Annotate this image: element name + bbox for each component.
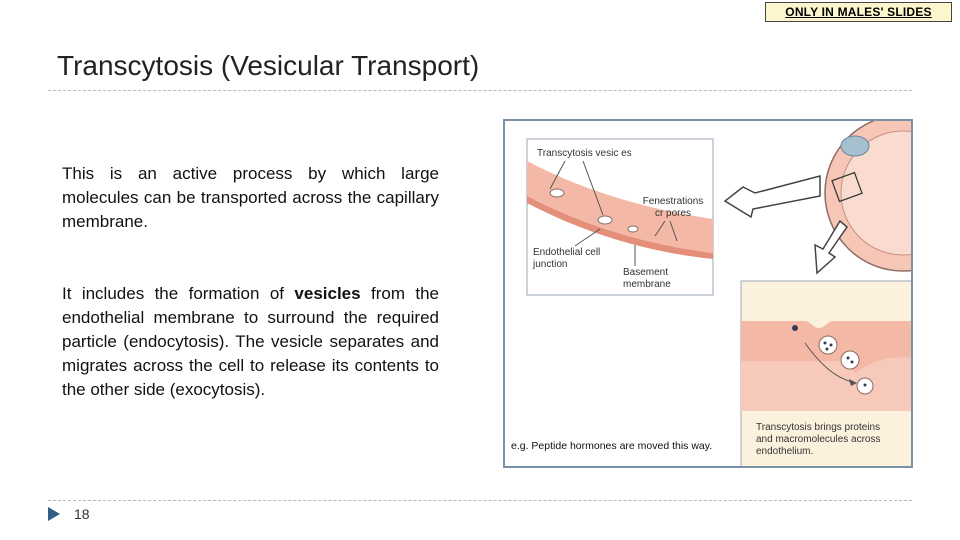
page-title: Transcytosis (Vesicular Transport) xyxy=(57,50,480,81)
zoom-arrow-left xyxy=(725,176,820,217)
title-divider xyxy=(48,90,912,91)
males-slides-badge: ONLY IN MALES' SLIDES xyxy=(765,2,952,22)
figure-caption-line3: endothelium. xyxy=(756,446,814,457)
transcytosis-illustration xyxy=(505,121,913,468)
footer-bullet-icon xyxy=(48,507,60,521)
paragraph-mechanism xyxy=(62,282,439,402)
page-number: 18 xyxy=(74,506,90,522)
paragraph-mechanism-end: from the endothelial membrane to surround the required particle (endocytosis). The vesicle separates and migrates across the cell to release its contents to the other side (exocytosis). xyxy=(62,284,439,399)
lumen-cell xyxy=(841,136,869,156)
label-endothelial-junction xyxy=(533,247,600,271)
label-fenestrations-line1: Fenestrations xyxy=(642,196,704,207)
example-caption: e.g. Peptide hormones are moved this way. xyxy=(511,440,713,452)
vesicle-2 xyxy=(598,216,612,224)
vesicle-a xyxy=(819,336,837,354)
zoom-arrow-down xyxy=(815,221,847,273)
footer-divider xyxy=(48,500,912,501)
molecule xyxy=(792,325,798,331)
figure-caption-line2: and macromolecules across xyxy=(756,434,881,445)
paragraph-mechanism-bold: vesicles xyxy=(294,284,361,303)
paragraph-mechanism-start: It includes the formation of xyxy=(62,284,295,303)
vesicle-b xyxy=(841,351,859,369)
label-basement-membrane xyxy=(623,267,671,291)
transcytosis-figure xyxy=(503,119,913,468)
paragraph-definition: This is an active process by which large molecules can be transported across the capillary membrane. xyxy=(62,164,439,231)
label-basement-line1: Basement xyxy=(623,267,669,278)
label-basement-line2: membrane xyxy=(623,279,671,290)
label-transcytosis-vesicles: Transcytosis vesic es xyxy=(537,148,632,159)
figure-caption xyxy=(756,422,906,458)
label-endothelial-line2: junction xyxy=(533,259,568,270)
label-endothelial-line1: Endothelial cell xyxy=(533,247,601,258)
vesicle-1 xyxy=(550,189,564,197)
label-fenestrations-line2: cr pores xyxy=(654,208,692,219)
figure-caption-line1: Transcytosis brings proteins xyxy=(756,422,881,433)
label-fenestrations xyxy=(631,196,715,220)
vesicle-3 xyxy=(628,226,638,232)
